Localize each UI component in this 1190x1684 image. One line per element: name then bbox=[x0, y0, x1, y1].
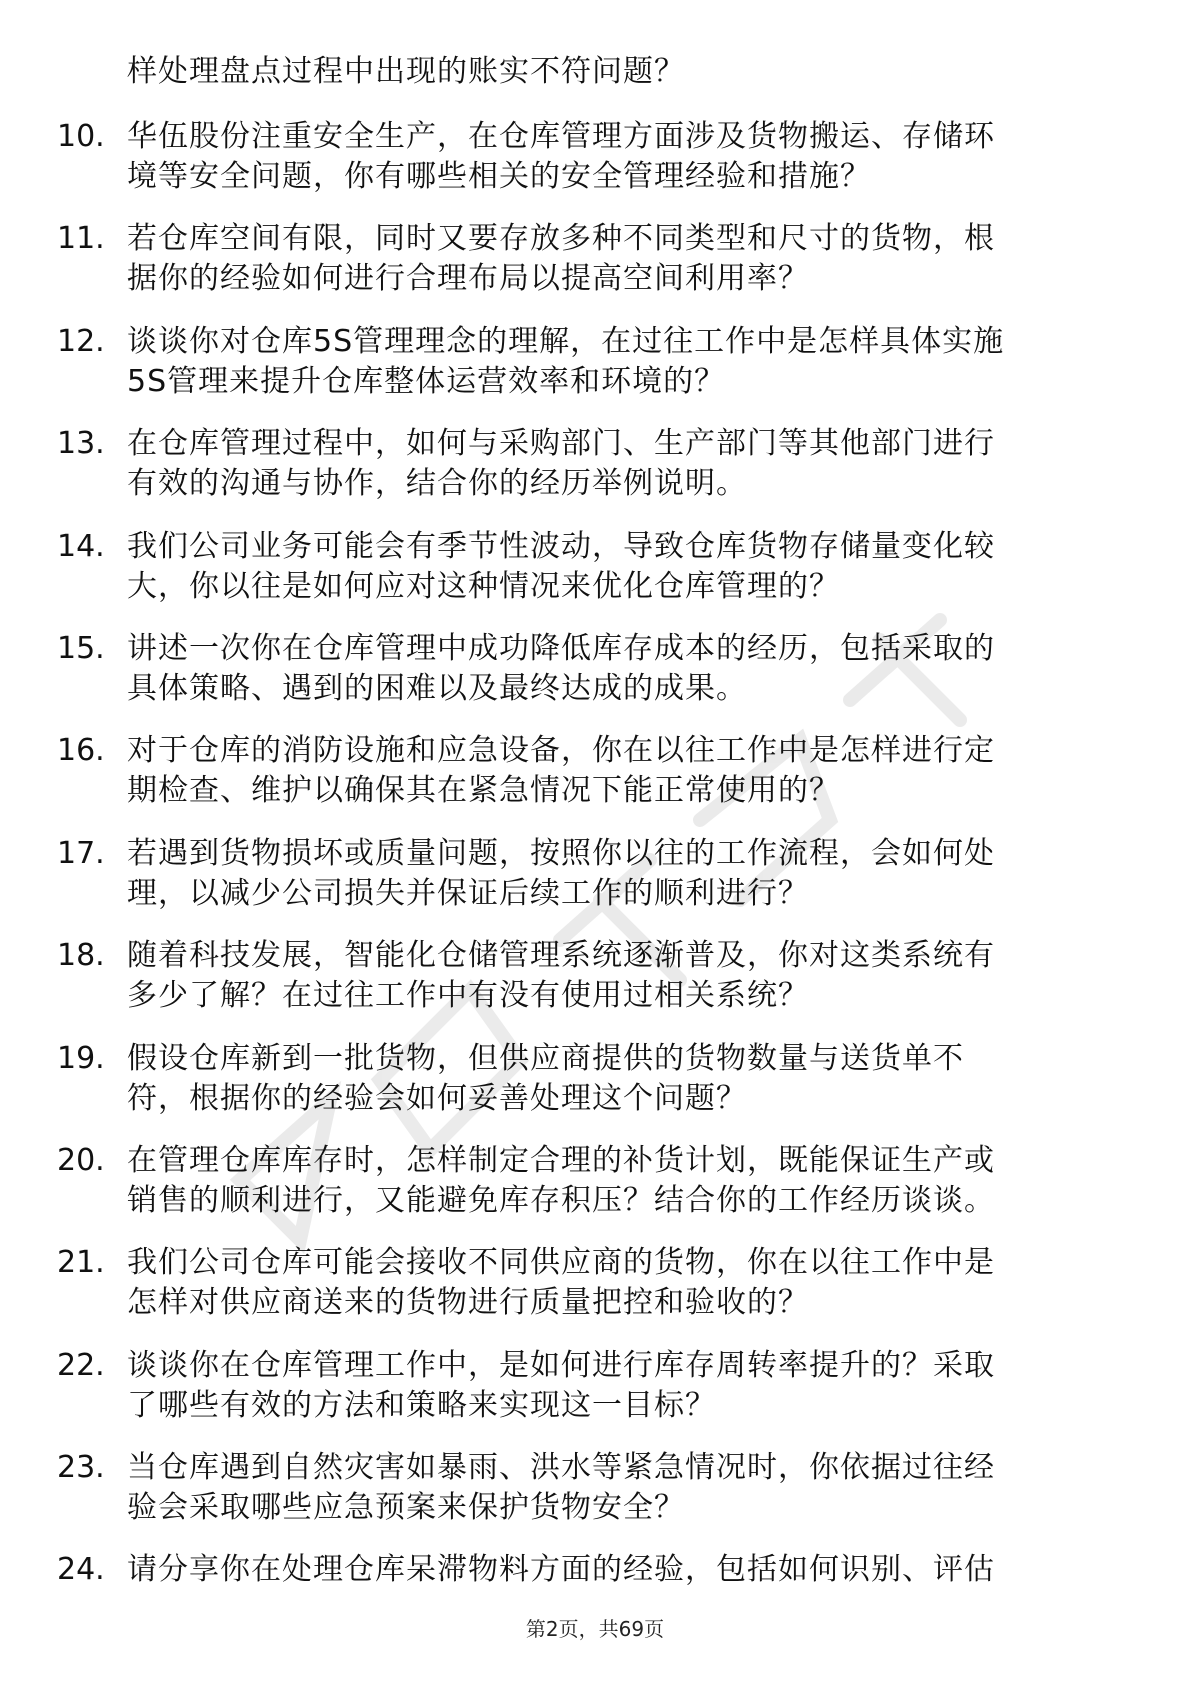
question-text-line: 随着科技发展，智能化仓储管理系统逐渐普及，你对这类系统有 bbox=[127, 938, 995, 974]
question-text-line: 大，你以往是如何应对这种情况来优化仓库管理的？ bbox=[127, 568, 840, 604]
question-text-line: 理，以减少公司损失并保证后续工作的顺利进行？ bbox=[127, 875, 809, 911]
question-text-line: 据你的经验如何进行合理布局以提高空间利用率？ bbox=[127, 261, 809, 297]
question-item bbox=[0, 1141, 1190, 1221]
question-text-line: 在仓库管理过程中，如何与采购部门、生产部门等其他部门进行 bbox=[127, 426, 995, 462]
question-item bbox=[0, 834, 1190, 914]
question-text-line: 验会采取哪些应急预案来保护货物安全？ bbox=[127, 1490, 685, 1526]
question-number: 14. bbox=[57, 528, 105, 564]
question-number: 16. bbox=[57, 733, 105, 769]
question-text-line: 了哪些有效的方法和策略来实现这一目标？ bbox=[127, 1387, 716, 1423]
question-number: 17. bbox=[57, 835, 105, 871]
page-number-footer: 第2页，共69页 bbox=[525, 1617, 665, 1641]
question-item bbox=[0, 731, 1190, 811]
question-text-line: 假设仓库新到一批货物，但供应商提供的货物数量与送货单不 bbox=[127, 1040, 964, 1076]
question-number: 15. bbox=[57, 630, 105, 666]
question-text-line: 具体策略、遇到的困难以及最终达成的成果。 bbox=[127, 670, 747, 706]
question-item bbox=[0, 936, 1190, 1016]
question-number: 13. bbox=[57, 426, 105, 462]
question-text-line: 我们公司业务可能会有季节性波动，导致仓库货物存储量变化较 bbox=[127, 528, 995, 564]
question-number: 22. bbox=[57, 1347, 105, 1383]
question-number: 11. bbox=[57, 221, 105, 257]
question-item bbox=[0, 424, 1190, 504]
question-item bbox=[0, 629, 1190, 709]
question-text-line: 有效的沟通与协作，结合你的经历举例说明。 bbox=[127, 466, 747, 502]
question-number: 19. bbox=[57, 1040, 105, 1076]
question-text-line: 5S管理来提升仓库整体运营效率和环境的？ bbox=[127, 363, 726, 399]
question-item bbox=[0, 219, 1190, 299]
question-text-line: 谈谈你在仓库管理工作中，是如何进行库存周转率提升的？采取 bbox=[127, 1347, 995, 1383]
question-number: 20. bbox=[57, 1142, 105, 1178]
question-text-line: 谈谈你对仓库5S管理理念的理解，在过往工作中是怎样具体实施 bbox=[127, 323, 1005, 359]
question-item bbox=[0, 1039, 1190, 1119]
question-number: 12. bbox=[57, 323, 105, 359]
question-text-line: 怎样对供应商送来的货物进行质量把控和验收的？ bbox=[127, 1285, 809, 1321]
question-text-line: 我们公司仓库可能会接收不同供应商的货物，你在以往工作中是 bbox=[127, 1245, 995, 1281]
question-number: 23. bbox=[57, 1450, 105, 1486]
question-text-line: 在管理仓库库存时，怎样制定合理的补货计划，既能保证生产或 bbox=[127, 1142, 995, 1178]
question-text-line: 对于仓库的消防设施和应急设备，你在以往工作中是怎样进行定 bbox=[127, 733, 995, 769]
question-text-line: 销售的顺利进行，又能避免库存积压？结合你的工作经历谈谈。 bbox=[127, 1182, 995, 1218]
question-number: 21. bbox=[57, 1245, 105, 1281]
question-item bbox=[0, 1243, 1190, 1323]
question-text-line: 若遇到货物损坏或质量问题，按照你以往的工作流程，会如何处 bbox=[127, 835, 995, 871]
question-text-line: 请分享你在处理仓库呆滞物料方面的经验，包括如何识别、评估 bbox=[127, 1552, 995, 1588]
question-text-line: 讲述一次你在仓库管理中成功降低库存成本的经历，包括采取的 bbox=[127, 630, 995, 666]
question-text-line: 期检查、维护以确保其在紧急情况下能正常使用的？ bbox=[127, 773, 840, 809]
question-item bbox=[0, 1448, 1190, 1528]
question-item bbox=[0, 322, 1190, 402]
question-number: 24. bbox=[57, 1552, 105, 1588]
question-text-line: 境等安全问题，你有哪些相关的安全管理经验和措施？ bbox=[127, 159, 871, 194]
question-item bbox=[0, 1346, 1190, 1426]
question-item bbox=[0, 527, 1190, 607]
question-text-line: 符，根据你的经验会如何妥善处理这个问题？ bbox=[127, 1080, 747, 1116]
continued-question-text: 样处理盘点过程中出现的账实不符问题？ bbox=[127, 54, 685, 89]
question-text-line: 当仓库遇到自然灾害如暴雨、洪水等紧急情况时，你依据过往经 bbox=[127, 1450, 995, 1486]
question-text-line: 多少了解？在过往工作中有没有使用过相关系统？ bbox=[127, 978, 809, 1014]
question-number: 18. bbox=[57, 938, 105, 974]
question-text-line: 若仓库空间有限，同时又要存放多种不同类型和尺寸的货物，根 bbox=[127, 221, 995, 257]
interview-question-list bbox=[0, 117, 1190, 1653]
question-number: 10. bbox=[57, 119, 105, 154]
question-text-line: 华伍股份注重安全生产，在仓库管理方面涉及货物搬运、存储环 bbox=[127, 119, 995, 154]
question-item bbox=[0, 117, 1190, 197]
